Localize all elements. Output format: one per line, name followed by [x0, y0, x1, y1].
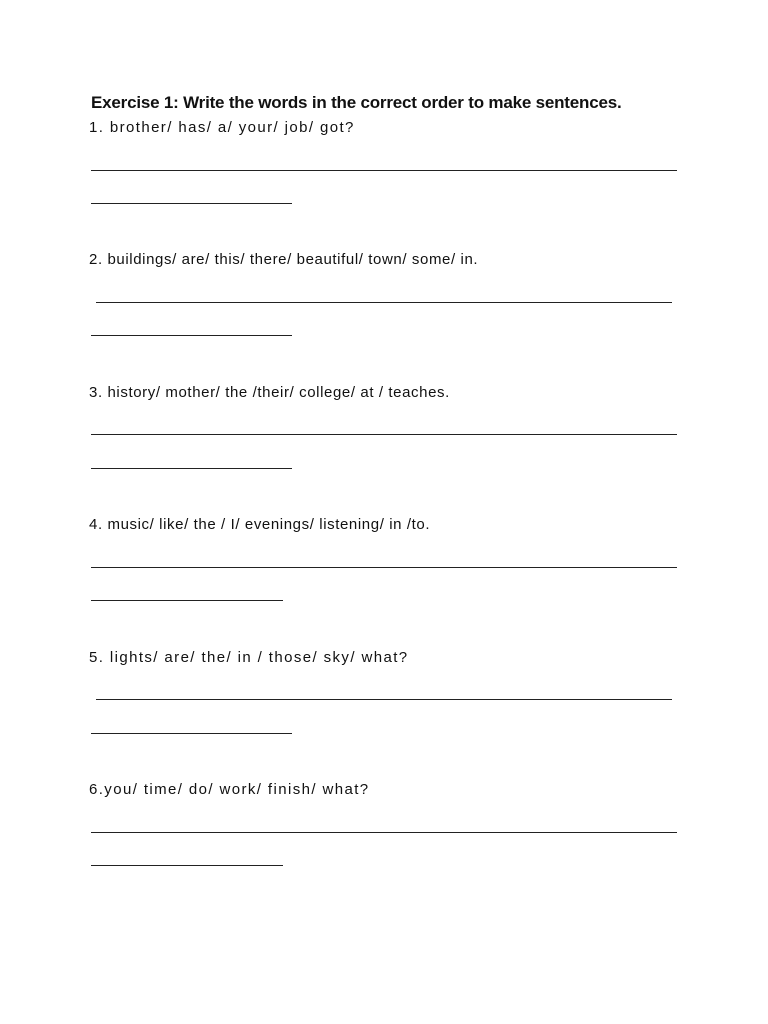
answer-line-6b[interactable]	[91, 865, 283, 866]
answer-line-5a[interactable]	[96, 699, 672, 700]
question-5: 5. lights/ are/ the/ in / those/ sky/ what?	[89, 649, 409, 666]
answer-line-6a[interactable]	[91, 832, 677, 833]
answer-line-1b[interactable]	[91, 203, 292, 204]
answer-line-2a[interactable]	[96, 302, 672, 303]
question-1: 1. brother/ has/ a/ your/ job/ got?	[89, 119, 355, 136]
question-3: 3. history/ mother/ the /their/ college/ at / teaches.	[89, 384, 450, 401]
answer-line-5b[interactable]	[91, 733, 292, 734]
answer-line-4a[interactable]	[91, 567, 677, 568]
answer-line-3a[interactable]	[91, 434, 677, 435]
question-4: 4. music/ like/ the / I/ evenings/ listening/ in /to.	[89, 516, 431, 533]
question-6: 6.you/ time/ do/ work/ finish/ what?	[89, 781, 370, 798]
answer-line-2b[interactable]	[91, 335, 292, 336]
answer-line-1a[interactable]	[91, 170, 677, 171]
question-2: 2. buildings/ are/ this/ there/ beautiful/ town/ some/ in.	[89, 251, 479, 268]
answer-line-4b[interactable]	[91, 600, 283, 601]
answer-line-3b[interactable]	[91, 468, 292, 469]
exercise-title: Exercise 1: Write the words in the correct order to make sentences.	[91, 93, 622, 112]
